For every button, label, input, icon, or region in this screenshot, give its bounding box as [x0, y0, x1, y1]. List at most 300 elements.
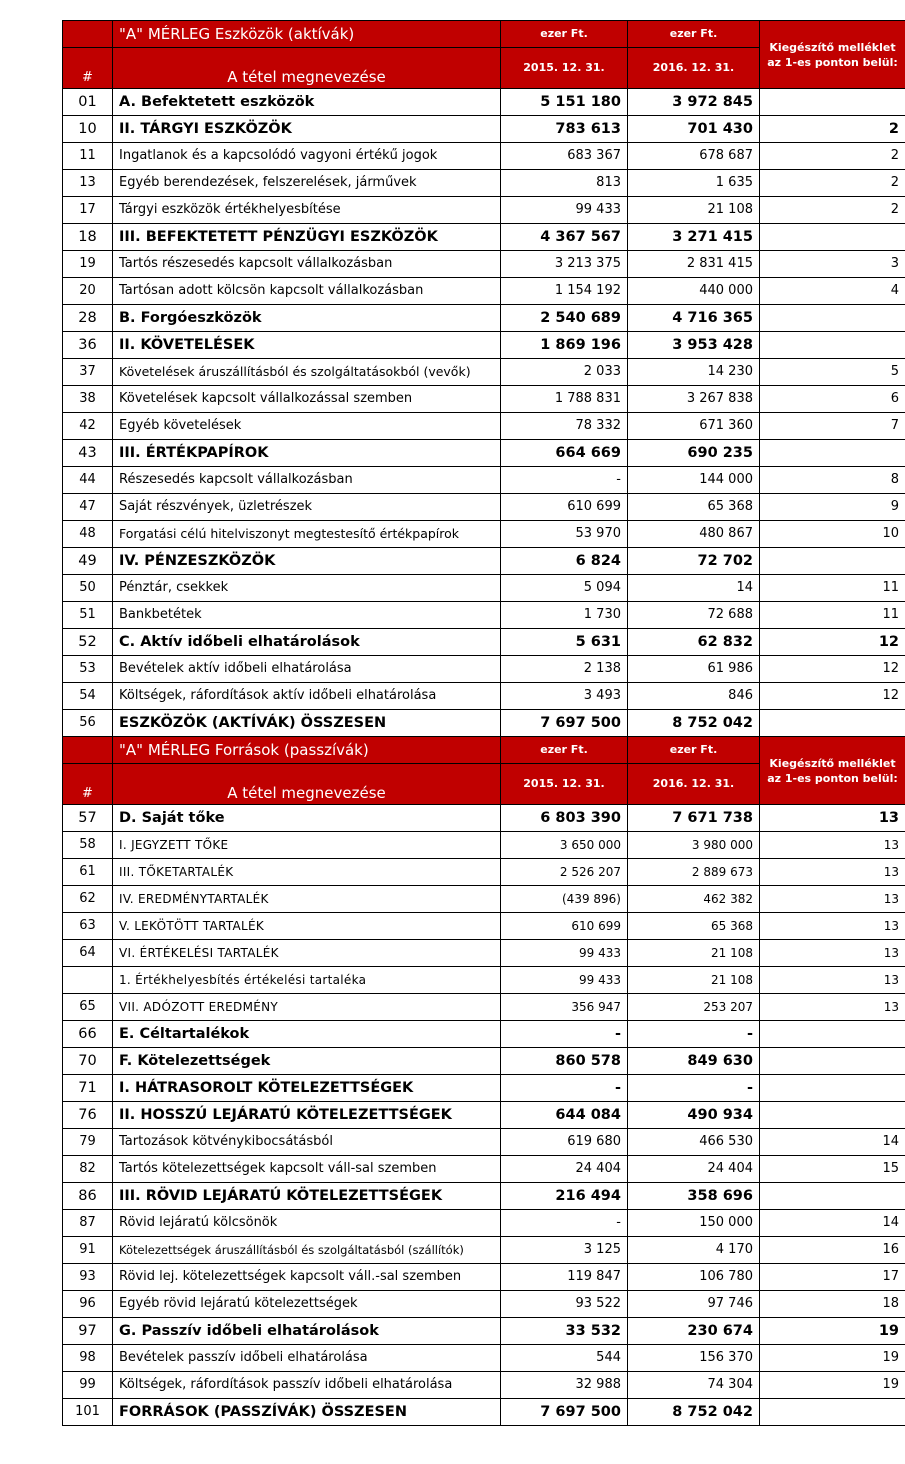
table-row: [63, 278, 905, 305]
value-2016: 462 382: [628, 886, 760, 913]
note-reference: [760, 332, 905, 359]
value-2015: 664 669: [501, 440, 628, 467]
value-2015: 33 532: [501, 1318, 628, 1345]
value-2015: 356 947: [501, 994, 628, 1021]
row-label: Részesedés kapcsolt vállalkozásban: [113, 467, 501, 494]
note-reference: 19: [760, 1372, 905, 1399]
value-2016: 74 304: [628, 1372, 760, 1399]
note-reference: 2: [760, 143, 905, 170]
value-2016: 849 630: [628, 1048, 760, 1075]
row-label: B. Forgóeszközök: [113, 305, 501, 332]
row-label: C. Aktív időbeli elhatárolások: [113, 629, 501, 656]
value-2016: 480 867: [628, 521, 760, 548]
row-number: 18: [63, 224, 113, 251]
row-label: IV. PÉNZESZKÖZÖK: [113, 548, 501, 575]
row-label: G. Passzív időbeli elhatárolások: [113, 1318, 501, 1345]
row-label: Pénztár, csekkek: [113, 575, 501, 602]
row-number: 57: [63, 805, 113, 832]
note-reference: 3: [760, 251, 905, 278]
balance-table-body: [63, 21, 905, 1426]
row-number: 66: [63, 1021, 113, 1048]
note-reference: 19: [760, 1345, 905, 1372]
row-number: 01: [63, 89, 113, 116]
row-label: D. Saját tőke: [113, 805, 501, 832]
row-label: II. HOSSZÚ LEJÁRATÚ KÖTELEZETTSÉGEK: [113, 1102, 501, 1129]
row-label: Rövid lej. kötelezettségek kapcsolt váll.-sal szemben: [113, 1264, 501, 1291]
value-2015: 4 367 567: [501, 224, 628, 251]
note-reference: 12: [760, 629, 905, 656]
note-reference: 9: [760, 494, 905, 521]
row-label: Tartósan adott kölcsön kapcsolt vállalkozásban: [113, 278, 501, 305]
row-label: Kötelezettségek áruszállításból és szolgáltatásból (szállítók): [113, 1237, 501, 1264]
value-2015: 32 988: [501, 1372, 628, 1399]
value-2016: 3 267 838: [628, 386, 760, 413]
value-2016: 466 530: [628, 1129, 760, 1156]
note-reference: 14: [760, 1129, 905, 1156]
value-2015: 813: [501, 170, 628, 197]
row-label: F. Kötelezettségek: [113, 1048, 501, 1075]
value-2016: 14 230: [628, 359, 760, 386]
row-label: Tartós részesedés kapcsolt vállalkozásban: [113, 251, 501, 278]
row-number: [63, 967, 113, 994]
row-label: Tartós kötelezettségek kapcsolt váll-sal szemben: [113, 1156, 501, 1183]
table-row: [63, 886, 905, 913]
value-2015: 6 803 390: [501, 805, 628, 832]
row-number: 86: [63, 1183, 113, 1210]
unit-label-2015: ezer Ft.: [501, 737, 628, 764]
value-2016: 440 000: [628, 278, 760, 305]
value-2016: 846: [628, 683, 760, 710]
col-number-header: #: [63, 764, 113, 805]
table-row: [63, 683, 905, 710]
note-reference: 2: [760, 116, 905, 143]
table-row: [63, 1372, 905, 1399]
row-number: 53: [63, 656, 113, 683]
value-2015: 544: [501, 1345, 628, 1372]
value-2016: 65 368: [628, 494, 760, 521]
row-number: 10: [63, 116, 113, 143]
row-label: FORRÁSOK (PASSZÍVÁK) ÖSSZESEN: [113, 1399, 501, 1426]
value-2016: 3 953 428: [628, 332, 760, 359]
row-label: Egyéb berendezések, felszerelések, járművek: [113, 170, 501, 197]
table-row: [63, 1210, 905, 1237]
value-2016: 1 635: [628, 170, 760, 197]
note-reference: 12: [760, 656, 905, 683]
value-2016: 65 368: [628, 913, 760, 940]
note-column-header: Kiegészítő melléklet az 1-es ponton belül:: [760, 737, 905, 805]
note-column-header: Kiegészítő melléklet az 1-es ponton belül:: [760, 21, 905, 89]
note-reference: [760, 1075, 905, 1102]
note-reference: [760, 1399, 905, 1426]
value-2015: 1 869 196: [501, 332, 628, 359]
value-2016: 701 430: [628, 116, 760, 143]
value-2015: 1 154 192: [501, 278, 628, 305]
row-number: 52: [63, 629, 113, 656]
value-2016: 97 746: [628, 1291, 760, 1318]
row-label: Költségek, ráfordítások passzív időbeli elhatárolása: [113, 1372, 501, 1399]
value-2016: 144 000: [628, 467, 760, 494]
table-row: [63, 1264, 905, 1291]
note-reference: 13: [760, 913, 905, 940]
row-label: Ingatlanok és a kapcsolódó vagyoni értékű jogok: [113, 143, 501, 170]
table-row: [63, 1399, 905, 1426]
table-row: [63, 1156, 905, 1183]
value-2016: 24 404: [628, 1156, 760, 1183]
value-2016: 106 780: [628, 1264, 760, 1291]
note-reference: 15: [760, 1156, 905, 1183]
note-reference: 5: [760, 359, 905, 386]
row-label: II. KÖVETELÉSEK: [113, 332, 501, 359]
row-number: 76: [63, 1102, 113, 1129]
balance-table: [62, 20, 905, 1426]
value-2015: 24 404: [501, 1156, 628, 1183]
note-reference: [760, 710, 905, 737]
value-2015: 6 824: [501, 548, 628, 575]
row-number: 56: [63, 710, 113, 737]
row-number: 17: [63, 197, 113, 224]
value-2016: 490 934: [628, 1102, 760, 1129]
value-2016: 61 986: [628, 656, 760, 683]
row-number: 20: [63, 278, 113, 305]
table-row: [63, 1237, 905, 1264]
note-reference: 2: [760, 197, 905, 224]
note-reference: 2: [760, 170, 905, 197]
table-row: [63, 994, 905, 1021]
note-reference: [760, 1048, 905, 1075]
note-reference: 17: [760, 1264, 905, 1291]
table-row: [63, 332, 905, 359]
row-label: 1. Értékhelyesbítés értékelési tartaléka: [113, 967, 501, 994]
value-2015: 683 367: [501, 143, 628, 170]
row-number: 37: [63, 359, 113, 386]
value-2015: 99 433: [501, 967, 628, 994]
note-reference: 6: [760, 386, 905, 413]
header-blank-cell: [63, 21, 113, 48]
value-2016: 2 889 673: [628, 859, 760, 886]
unit-label-2016: ezer Ft.: [628, 21, 760, 48]
value-2015: 2 033: [501, 359, 628, 386]
table-row: [63, 494, 905, 521]
row-label: Rövid lejáratú kölcsönök: [113, 1210, 501, 1237]
table-row: [63, 224, 905, 251]
value-2015: 5 151 180: [501, 89, 628, 116]
table-row: [63, 1021, 905, 1048]
table-row: [63, 656, 905, 683]
col-name-header: A tétel megnevezése: [113, 48, 501, 89]
row-number: 50: [63, 575, 113, 602]
value-2015: 610 699: [501, 494, 628, 521]
value-2016: 150 000: [628, 1210, 760, 1237]
header-blank-cell: [63, 737, 113, 764]
value-2015: 99 433: [501, 197, 628, 224]
row-number: 97: [63, 1318, 113, 1345]
note-reference: 13: [760, 832, 905, 859]
unit-label-2016: ezer Ft.: [628, 737, 760, 764]
table-row: [63, 143, 905, 170]
row-label: Tartozások kötvénykibocsátásból: [113, 1129, 501, 1156]
value-2015: 860 578: [501, 1048, 628, 1075]
row-number: 63: [63, 913, 113, 940]
value-2015: 5 094: [501, 575, 628, 602]
note-reference: 7: [760, 413, 905, 440]
row-number: 96: [63, 1291, 113, 1318]
row-label: Bevételek passzív időbeli elhatárolása: [113, 1345, 501, 1372]
value-2015: 644 084: [501, 1102, 628, 1129]
note-reference: 8: [760, 467, 905, 494]
table-row: [63, 967, 905, 994]
col-name-header: A tétel megnevezése: [113, 764, 501, 805]
row-number: 51: [63, 602, 113, 629]
table-row: [63, 467, 905, 494]
value-2015: -: [501, 1021, 628, 1048]
value-2015: 1 730: [501, 602, 628, 629]
value-2016: 21 108: [628, 197, 760, 224]
note-reference: 18: [760, 1291, 905, 1318]
note-reference: 14: [760, 1210, 905, 1237]
row-label: Bevételek aktív időbeli elhatárolása: [113, 656, 501, 683]
value-2016: 7 671 738: [628, 805, 760, 832]
value-2016: 3 980 000: [628, 832, 760, 859]
note-reference: [760, 224, 905, 251]
value-2016: 671 360: [628, 413, 760, 440]
value-2015: (439 896): [501, 886, 628, 913]
table-row: [63, 1075, 905, 1102]
table-row: [63, 89, 905, 116]
note-reference: [760, 1021, 905, 1048]
table-row: [63, 359, 905, 386]
row-label: A. Befektetett eszközök: [113, 89, 501, 116]
value-2016: 8 752 042: [628, 1399, 760, 1426]
row-number: 65: [63, 994, 113, 1021]
value-2015: -: [501, 1210, 628, 1237]
row-label: Költségek, ráfordítások aktív időbeli elhatárolása: [113, 683, 501, 710]
value-2016: 156 370: [628, 1345, 760, 1372]
table-row: [63, 548, 905, 575]
row-label: E. Céltartalékok: [113, 1021, 501, 1048]
row-number: 13: [63, 170, 113, 197]
col-number-header: #: [63, 48, 113, 89]
note-reference: 13: [760, 886, 905, 913]
note-reference: 19: [760, 1318, 905, 1345]
value-2016: 2 831 415: [628, 251, 760, 278]
row-label: Bankbetétek: [113, 602, 501, 629]
value-2016: 8 752 042: [628, 710, 760, 737]
row-label: Forgatási célú hitelviszonyt megtestesítő értékpapírok: [113, 521, 501, 548]
table-row: [63, 521, 905, 548]
note-reference: 13: [760, 940, 905, 967]
value-2015: 99 433: [501, 940, 628, 967]
row-number: 70: [63, 1048, 113, 1075]
note-reference: [760, 89, 905, 116]
value-2016: 21 108: [628, 967, 760, 994]
value-2016: -: [628, 1021, 760, 1048]
table-row: [63, 1129, 905, 1156]
row-label: Egyéb rövid lejáratú kötelezettségek: [113, 1291, 501, 1318]
row-label: III. RÖVID LEJÁRATÚ KÖTELEZETTSÉGEK: [113, 1183, 501, 1210]
row-label: Tárgyi eszközök értékhelyesbítése: [113, 197, 501, 224]
value-2016: 4 170: [628, 1237, 760, 1264]
value-2015: 610 699: [501, 913, 628, 940]
table-row: [63, 805, 905, 832]
value-2016: 678 687: [628, 143, 760, 170]
value-2015: -: [501, 467, 628, 494]
note-reference: 10: [760, 521, 905, 548]
row-label: Követelések áruszállításból és szolgáltatásokból (vevők): [113, 359, 501, 386]
table-row: [63, 170, 905, 197]
value-2015: 3 650 000: [501, 832, 628, 859]
row-number: 82: [63, 1156, 113, 1183]
note-reference: 12: [760, 683, 905, 710]
table-row: [63, 413, 905, 440]
value-2016: 230 674: [628, 1318, 760, 1345]
note-reference: [760, 548, 905, 575]
value-2016: 253 207: [628, 994, 760, 1021]
value-2016: 4 716 365: [628, 305, 760, 332]
row-number: 54: [63, 683, 113, 710]
table-row: [63, 1291, 905, 1318]
value-2015: 93 522: [501, 1291, 628, 1318]
row-label: Követelések kapcsolt vállalkozással szemben: [113, 386, 501, 413]
row-number: 42: [63, 413, 113, 440]
row-label: ESZKÖZÖK (AKTÍVÁK) ÖSSZESEN: [113, 710, 501, 737]
value-2015: 2 540 689: [501, 305, 628, 332]
table-row: [63, 913, 905, 940]
row-number: 28: [63, 305, 113, 332]
value-2015: 3 213 375: [501, 251, 628, 278]
row-label: Saját részvények, üzletrészek: [113, 494, 501, 521]
row-label: V. LEKÖTÖTT TARTALÉK: [113, 913, 501, 940]
value-2015: 216 494: [501, 1183, 628, 1210]
table-row: [63, 940, 905, 967]
value-2015: 119 847: [501, 1264, 628, 1291]
unit-label-2015: ezer Ft.: [501, 21, 628, 48]
row-number: 64: [63, 940, 113, 967]
table-row: [63, 386, 905, 413]
table-row: [63, 832, 905, 859]
table-row: [63, 629, 905, 656]
value-2016: -: [628, 1075, 760, 1102]
row-number: 91: [63, 1237, 113, 1264]
row-number: 47: [63, 494, 113, 521]
note-reference: [760, 305, 905, 332]
table-row: [63, 305, 905, 332]
row-number: 48: [63, 521, 113, 548]
row-number: 38: [63, 386, 113, 413]
table-row: [63, 116, 905, 143]
row-number: 44: [63, 467, 113, 494]
table-row: [63, 575, 905, 602]
col-date-2015: 2015. 12. 31.: [501, 48, 628, 89]
table-row: [63, 1345, 905, 1372]
table-row: [63, 859, 905, 886]
row-number: 11: [63, 143, 113, 170]
row-label: I. HÁTRASOROLT KÖTELEZETTSÉGEK: [113, 1075, 501, 1102]
row-number: 79: [63, 1129, 113, 1156]
note-reference: 11: [760, 575, 905, 602]
note-reference: [760, 440, 905, 467]
table-row: [63, 197, 905, 224]
value-2015: 1 788 831: [501, 386, 628, 413]
note-reference: 4: [760, 278, 905, 305]
row-number: 93: [63, 1264, 113, 1291]
table-row: [63, 1048, 905, 1075]
row-number: 19: [63, 251, 113, 278]
table-row: [63, 1102, 905, 1129]
col-date-2016: 2016. 12. 31.: [628, 764, 760, 805]
table-row: [63, 440, 905, 467]
value-2016: 3 271 415: [628, 224, 760, 251]
value-2015: 53 970: [501, 521, 628, 548]
col-date-2015: 2015. 12. 31.: [501, 764, 628, 805]
note-reference: [760, 1102, 905, 1129]
row-label: III. TŐKETARTALÉK: [113, 859, 501, 886]
note-reference: 11: [760, 602, 905, 629]
row-label: Egyéb követelések: [113, 413, 501, 440]
row-number: 101: [63, 1399, 113, 1426]
row-number: 58: [63, 832, 113, 859]
row-number: 49: [63, 548, 113, 575]
row-label: I. JEGYZETT TŐKE: [113, 832, 501, 859]
row-number: 61: [63, 859, 113, 886]
note-reference: 13: [760, 859, 905, 886]
row-number: 36: [63, 332, 113, 359]
row-number: 71: [63, 1075, 113, 1102]
row-label: III. ÉRTÉKPAPÍROK: [113, 440, 501, 467]
value-2016: 72 702: [628, 548, 760, 575]
row-number: 43: [63, 440, 113, 467]
table-row: [63, 1183, 905, 1210]
value-2015: 2 526 207: [501, 859, 628, 886]
row-number: 99: [63, 1372, 113, 1399]
value-2015: 783 613: [501, 116, 628, 143]
table-row: [63, 710, 905, 737]
section-header-row: [63, 21, 905, 48]
row-number: 62: [63, 886, 113, 913]
section-title: "A" MÉRLEG Források (passzívák): [113, 737, 501, 764]
note-reference: 13: [760, 967, 905, 994]
value-2016: 14: [628, 575, 760, 602]
note-reference: [760, 1183, 905, 1210]
value-2016: 3 972 845: [628, 89, 760, 116]
value-2015: 2 138: [501, 656, 628, 683]
value-2015: 78 332: [501, 413, 628, 440]
section-header-row: [63, 737, 905, 764]
row-label: VII. ADÓZOTT EREDMÉNY: [113, 994, 501, 1021]
table-row: [63, 602, 905, 629]
table-row: [63, 251, 905, 278]
balance-sheet: [62, 20, 905, 1426]
value-2015: 7 697 500: [501, 710, 628, 737]
note-reference: 13: [760, 994, 905, 1021]
value-2015: 5 631: [501, 629, 628, 656]
value-2016: 72 688: [628, 602, 760, 629]
row-label: VI. ÉRTÉKELÉSI TARTALÉK: [113, 940, 501, 967]
section-title: "A" MÉRLEG Eszközök (aktívák): [113, 21, 501, 48]
row-number: 98: [63, 1345, 113, 1372]
value-2016: 21 108: [628, 940, 760, 967]
note-reference: 16: [760, 1237, 905, 1264]
row-label: IV. EREDMÉNYTARTALÉK: [113, 886, 501, 913]
row-number: 87: [63, 1210, 113, 1237]
value-2016: 358 696: [628, 1183, 760, 1210]
value-2016: 62 832: [628, 629, 760, 656]
value-2015: 3 493: [501, 683, 628, 710]
value-2015: 7 697 500: [501, 1399, 628, 1426]
value-2015: -: [501, 1075, 628, 1102]
value-2015: 3 125: [501, 1237, 628, 1264]
row-label: III. BEFEKTETETT PÉNZÜGYI ESZKÖZÖK: [113, 224, 501, 251]
table-row: [63, 1318, 905, 1345]
